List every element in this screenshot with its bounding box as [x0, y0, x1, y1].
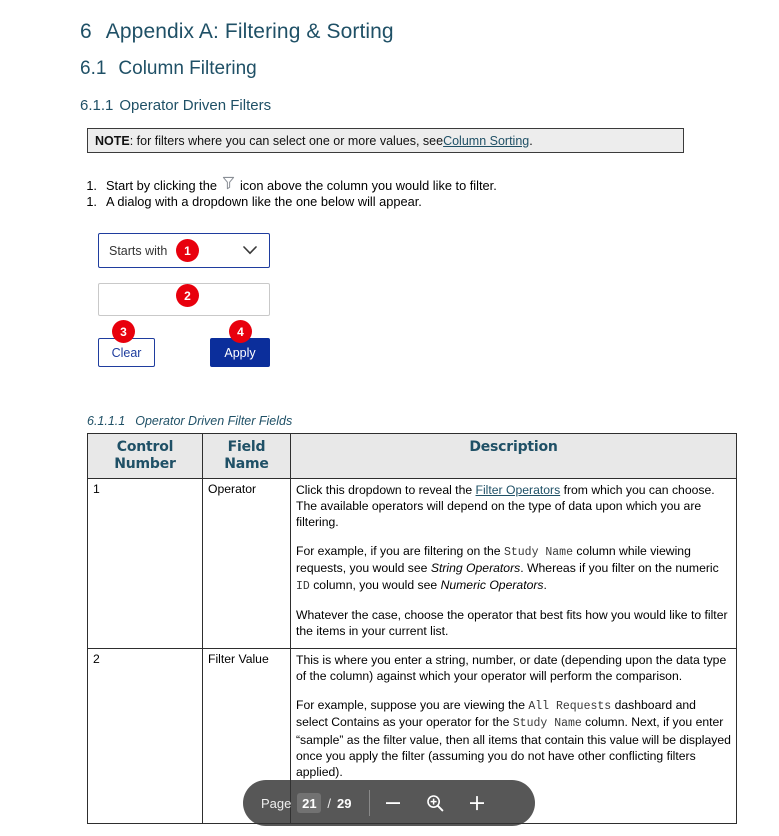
heading-appendix-a [80, 20, 394, 44]
text-fragment: column, you would see [309, 577, 441, 592]
page-label: Page [261, 795, 292, 811]
column-header-description [291, 434, 737, 479]
apply-button[interactable]: Apply [210, 338, 270, 367]
step-text-before: Start by clicking the [106, 178, 217, 193]
column-header-control-number [88, 434, 203, 479]
cell-control-number: 2 [88, 649, 203, 824]
callout-badge-4: 4 [229, 320, 252, 343]
total-pages-label: 29 [337, 795, 352, 811]
header-line-2: Number [114, 455, 176, 472]
heading-operator-driven-filters [80, 97, 271, 114]
cell-control-number: 1 [88, 479, 203, 649]
table-caption-number: 6.1.1.1 [87, 414, 126, 428]
table-caption [87, 414, 292, 428]
text-fragment: dashboard and select Contains as your operator for the [296, 698, 696, 730]
heading-3-text: Operator Driven Filters [119, 97, 272, 114]
page-number-input[interactable] [297, 793, 321, 813]
toolbar-divider [369, 790, 370, 816]
page-navigation-group [243, 793, 351, 813]
zoom-in-button[interactable] [456, 780, 498, 826]
chevron-down-icon [243, 244, 257, 258]
operator-driven-filter-fields-table [87, 433, 737, 824]
list-item [80, 176, 700, 194]
text-fragment: column. Next, if you enter “sample” as the filter value, then all items that contain this value will be displayed once you apply the filter (assuming you do not have other conflicting filters applied). [296, 715, 731, 779]
code-text: ID [296, 579, 310, 593]
note-label: NOTE [95, 133, 130, 148]
column-header-field-name [203, 434, 291, 479]
list-item [80, 194, 700, 212]
clear-button[interactable]: Clear [98, 338, 155, 367]
text-fragment: For example, if you are filtering on the [296, 544, 504, 559]
text-fragment: Click this dropdown to reveal the [296, 483, 476, 498]
description-paragraph [296, 482, 731, 530]
minus-icon [384, 794, 402, 812]
text-fragment: column while viewing requests, you would see [296, 544, 691, 576]
filter-funnel-icon [222, 176, 235, 190]
link-filter-operators[interactable]: Filter Operators [475, 483, 561, 498]
header-line-2: Name [224, 455, 269, 472]
header-line-1: Description [469, 439, 558, 455]
table-caption-text: Operator Driven Filter Fields [135, 414, 293, 428]
cell-description [291, 479, 737, 649]
cell-field-name: Filter Value [203, 649, 291, 824]
description-paragraph [296, 697, 731, 780]
link-column-sorting[interactable]: Column Sorting [443, 133, 530, 148]
step-marker: 1. [86, 194, 97, 209]
text-fragment: from which you can choose. The available operators will depend on the type of data upon which you are filtering. [296, 483, 715, 530]
description-paragraph [296, 543, 731, 593]
note-suffix: . [529, 133, 533, 148]
page-separator: / [327, 795, 331, 811]
callout-badge-1: 1 [176, 239, 199, 262]
plus-icon [468, 794, 486, 812]
heading-2-text: Column Filtering [118, 58, 257, 79]
emphasis-text: Numeric Operators [440, 577, 544, 592]
text-fragment: For example, suppose you are viewing the [296, 698, 529, 713]
note-text: : for filters where you can select one or more values, see [129, 133, 444, 148]
magnifier-plus-icon [425, 793, 445, 813]
code-text: Study Name [503, 546, 573, 560]
heading-1-number: 6 [80, 20, 92, 43]
code-text: All Requests [528, 700, 612, 714]
heading-2-number: 6.1 [80, 58, 107, 79]
pdf-viewer-toolbar [243, 780, 535, 826]
text-fragment: . Whereas if you filter on the numeric [520, 561, 719, 576]
numbered-steps-list [80, 176, 700, 212]
note-callout [87, 128, 684, 153]
table-row [88, 479, 737, 649]
text-fragment: . [543, 577, 547, 592]
heading-3-number: 6.1.1 [80, 97, 114, 114]
callout-badge-3: 3 [112, 320, 135, 343]
callout-badge-2: 2 [176, 284, 199, 307]
step-text-before: A dialog with a dropdown like the one below will appear. [106, 194, 422, 209]
operator-dropdown-value: Starts with [109, 243, 168, 258]
cell-field-name: Operator [203, 479, 291, 649]
code-text: Study Name [512, 717, 582, 731]
zoom-reset-button[interactable] [414, 780, 456, 826]
step-text-after: icon above the column you would like to filter. [239, 178, 497, 193]
header-line-1: Field [227, 439, 266, 455]
step-marker: 1. [86, 178, 97, 193]
table-header-row [88, 434, 737, 479]
header-line-1: Control [116, 439, 174, 455]
zoom-out-button[interactable] [372, 780, 414, 826]
heading-1-text: Appendix A: Filtering & Sorting [105, 20, 394, 43]
emphasis-text: String Operators [430, 561, 521, 576]
heading-column-filtering [80, 58, 257, 80]
description-paragraph: This is where you enter a string, number, or date (depending upon the data type of the column) against which your operator will perform the comparison. [296, 653, 727, 684]
description-paragraph: Whatever the case, choose the operator that best fits how you would like to filter the items in your current list. [296, 607, 728, 638]
